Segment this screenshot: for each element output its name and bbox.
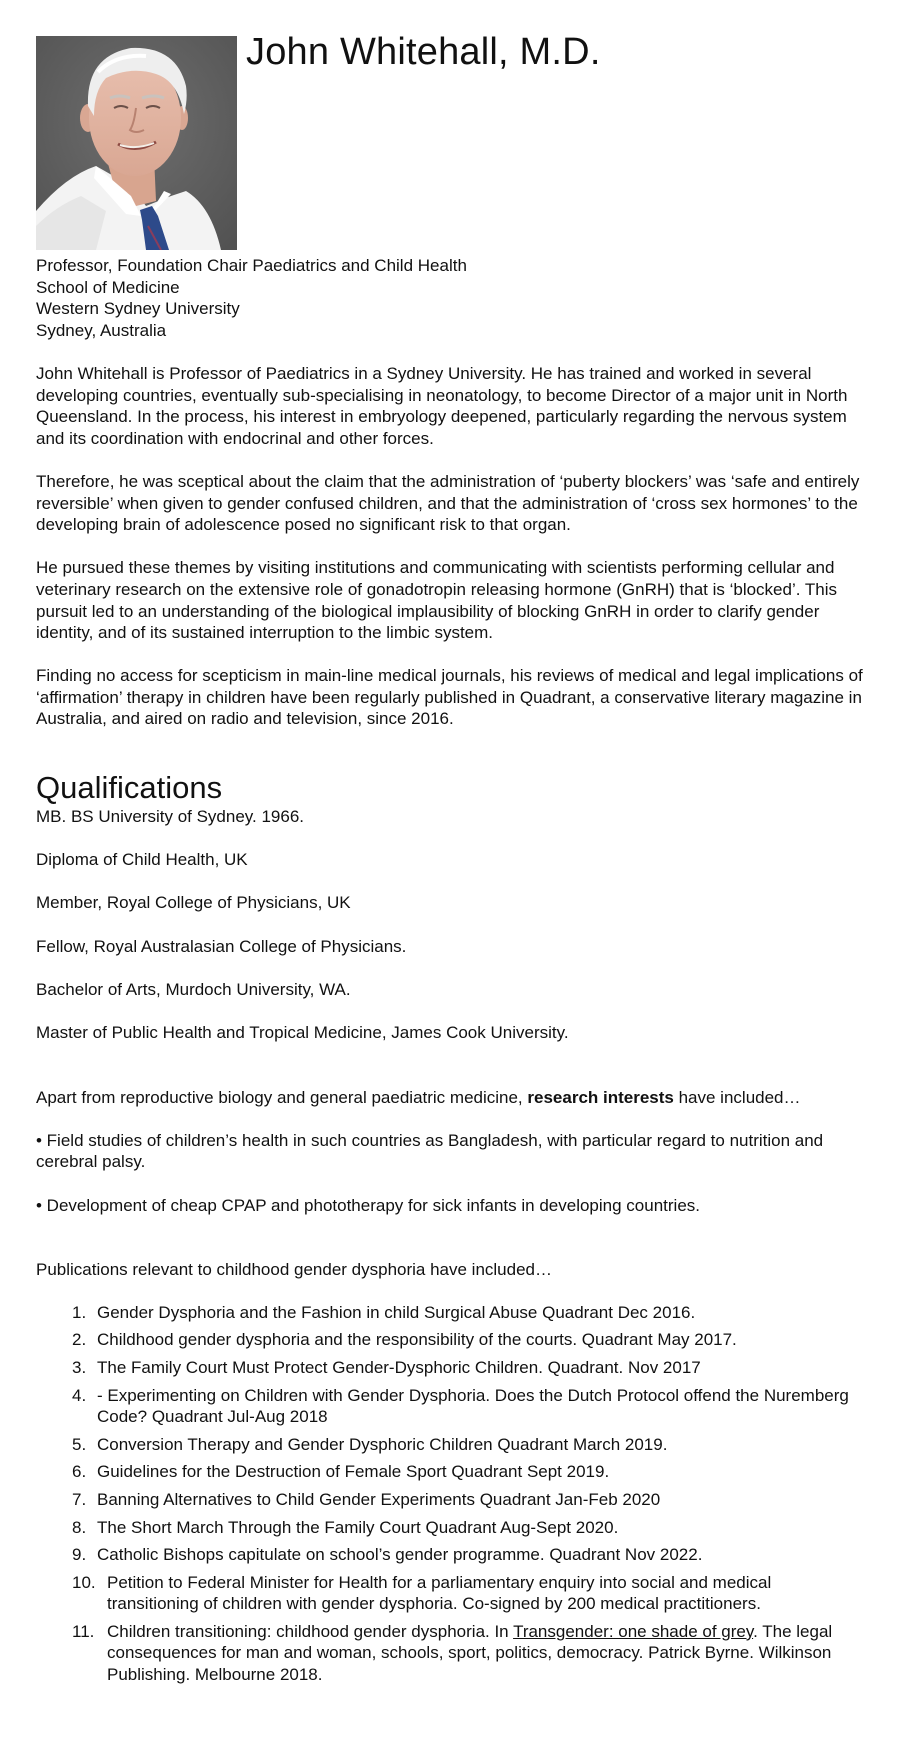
publication-number: 1. [72,1302,87,1322]
qualifications-list [36,806,864,1044]
publication-text: The Family Court Must Protect Gender-Dysphoric Children. Quadrant. Nov 2017 [97,1357,701,1377]
profile-header [36,31,864,250]
publication-number: 4. [72,1385,87,1405]
publication-item [36,1489,864,1511]
publication-number: 6. [72,1462,87,1482]
publication-item [36,1329,864,1351]
publications-intro: Publications relevant to childhood gender dysphoria have included… [36,1260,553,1280]
publication-text: Petition to Federal Minister for Health for a parliamentary enquiry into social and medical transitioning of children with gender dysphoria. Co-signed by 200 medical practitioners. [107,1572,772,1614]
publications-list [36,1302,864,1686]
publication-item [36,1621,864,1686]
publication-number: 2. [72,1330,87,1350]
publication-item [36,1461,864,1483]
publication-text: Catholic Bishops capitulate on school’s gender programme. Quadrant Nov 2022. [97,1545,703,1565]
publication-item [36,1434,864,1456]
profile-photo [36,36,237,250]
affiliation-location: Sydney, Australia [36,320,167,340]
research-intro-text: Apart from reproductive biology and general paediatric medicine, [36,1087,528,1107]
book-title-link[interactable]: Transgender: one shade of grey [513,1621,754,1641]
affiliation-block [36,255,864,341]
affiliation-title: Professor, Foundation Chair Paediatrics and Child Health [36,256,467,275]
publication-item [36,1357,864,1379]
publication-item [36,1572,864,1615]
qualification-item: Bachelor of Arts, Murdoch University, WA. [36,979,351,999]
affiliation-school: School of Medicine [36,277,180,297]
research-bullet: • Field studies of children’s health in such countries as Bangladesh, with particular regard to nutrition and cerebral palsy. [36,1130,824,1172]
bio-paragraph: John Whitehall is Professor of Paediatrics in a Sydney University. He has trained and worked in several developing countries, eventually sub-specialising in neonatology, to become Director of a major unit in North Queensland. In the process, his interest in embryology deepened, particularly regarding the nervous system and its coordination with endocrinal and other forces. [36,363,848,448]
publication-item [36,1517,864,1539]
publication-item [36,1544,864,1566]
qualifications-heading: Qualifications [36,770,223,806]
qualification-item: Diploma of Child Health, UK [36,850,248,870]
publication-text: - Experimenting on Children with Gender Dysphoria. Does the Dutch Protocol offend the Nuremberg Code? Quadrant Jul-Aug 2018 [97,1385,849,1427]
qualification-item: Member, Royal College of Physicians, UK [36,893,351,913]
profile-name: John Whitehall, M.D. [246,31,601,73]
publication-text-end: . The legal consequences for man and woman, schools, sport, politics, democracy. Patrick Byrne. Wilkinson Publishing. Melbourne 2018. [107,1621,833,1685]
publication-item [36,1385,864,1428]
publication-text: Gender Dysphoria and the Fashion in child Surgical Abuse Quadrant Dec 2016. [97,1302,696,1322]
research-intro [36,1087,864,1109]
qualification-item: Fellow, Royal Australasian College of Physicians. [36,936,407,956]
biography [36,363,864,730]
publication-item [36,1302,864,1324]
publication-text: Banning Alternatives to Child Gender Experiments Quadrant Jan-Feb 2020 [97,1489,661,1509]
publication-number: 5. [72,1434,87,1454]
publication-number: 3. [72,1357,87,1377]
publication-text: Guidelines for the Destruction of Female Sport Quadrant Sept 2019. [97,1462,610,1482]
research-intro-bold: research interests [527,1087,674,1107]
publication-number: 10. [72,1572,96,1592]
bio-paragraph: Finding no access for scepticism in main-line medical journals, his reviews of medical and legal implications of ‘affirmation’ therapy in children have been regularly published in Quadrant, a conservative literary magazine in Australia, and aired on radio and television, since 2016. [36,666,863,729]
publication-number: 8. [72,1517,87,1537]
affiliation-university: Western Sydney University [36,299,240,319]
publication-text: Conversion Therapy and Gender Dysphoric Children Quadrant March 2019. [97,1434,668,1454]
bio-paragraph: He pursued these themes by visiting institutions and communicating with scientists performing cellular and veterinary research on the extensive role of gonadotropin releasing hormone (GnRH) that is ‘blocked’. This pursuit led to an understanding of the biological implausibility of blocking GnRH in order to clarify gender identity, and of its sustained interruption to the limbic system. [36,558,837,643]
qualification-item: Master of Public Health and Tropical Medicine, James Cook University. [36,1023,569,1042]
bio-paragraph: Therefore, he was sceptical about the claim that the administration of ‘puberty blockers’ was ‘safe and entirely reversible’ when given to gender confused children, and that the administration of ‘cross sex hormones’ to the developing brain of adolescence posed no significant risk to that organ. [36,471,860,535]
qualification-item: MB. BS University of Sydney. 1966. [36,807,305,827]
research-intro-text-end: have included… [673,1087,801,1107]
publication-text: Childhood gender dysphoria and the responsibility of the courts. Quadrant May 2017. [97,1330,737,1350]
publication-number: 11. [72,1621,95,1641]
publication-number: 9. [72,1545,87,1565]
research-interests [36,1087,864,1217]
research-bullet: • Development of cheap CPAP and phototherapy for sick infants in developing countries. [36,1195,700,1215]
publication-text: Children transitioning: childhood gender dysphoria. In [107,1621,514,1641]
publication-text: The Short March Through the Family Court Quadrant Aug-Sept 2020. [97,1517,619,1537]
publication-number: 7. [72,1489,87,1509]
